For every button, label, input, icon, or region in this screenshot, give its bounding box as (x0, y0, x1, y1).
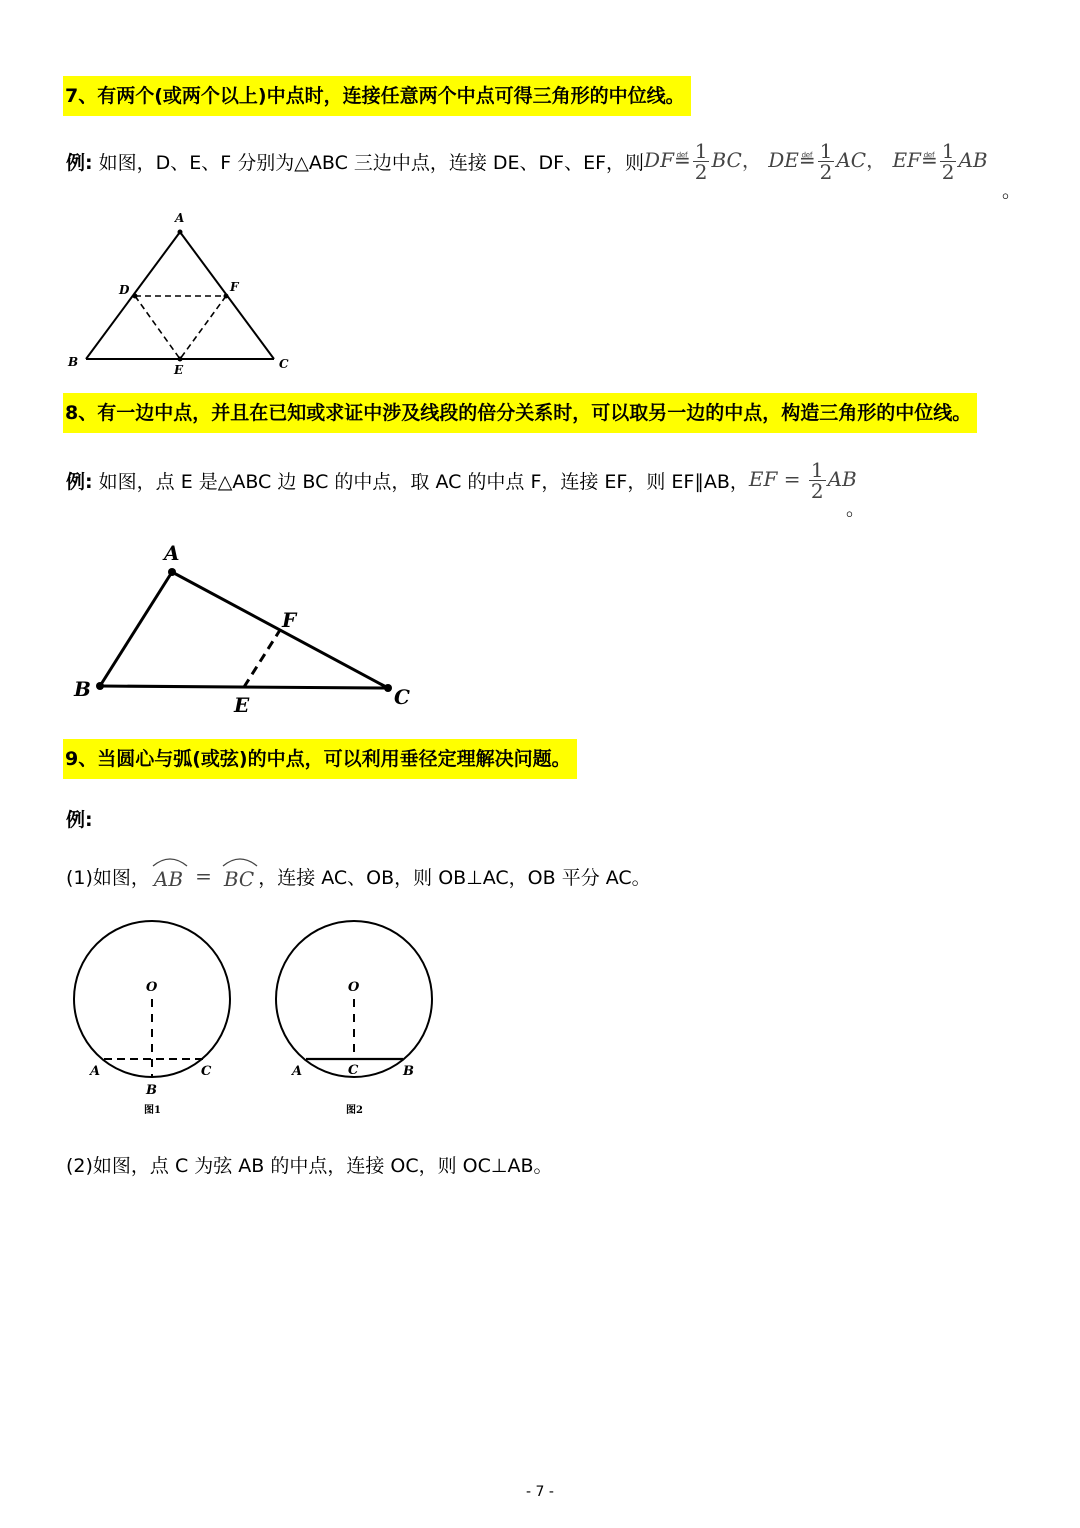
label-f: F (230, 280, 239, 294)
section-9-heading: 9、当圆心与弧(或弦)的中点，可以利用垂径定理解决问题。 (63, 739, 577, 779)
circle-figure-2 (262, 915, 462, 1125)
formula-ef: EF = $\frac{1}{2}$ AB (748, 457, 857, 503)
label-c: C (394, 685, 410, 709)
label-d: D (119, 283, 130, 297)
figure-caption-1: 图1 (144, 1105, 161, 1116)
label-a: A (90, 1064, 101, 1079)
section-9-part1 (66, 858, 651, 894)
triangle-midline-figure (60, 540, 420, 720)
example-label: 例: (66, 809, 93, 831)
label-b: B (68, 355, 79, 369)
label-b: B (403, 1064, 414, 1079)
label-b: B (74, 677, 91, 701)
section-8-heading: 8、有一边中点，并且在已知或求证中涉及线段的倍分关系时，可以取另一边的中点，构造三角形的中位线。 (63, 393, 977, 433)
label-o: O (348, 980, 360, 995)
label-c: C (201, 1064, 212, 1079)
triangle-midpoints-figure (60, 208, 300, 378)
label-a: A (175, 211, 185, 225)
formula-df: DF≝ $\frac{1}{2}$ BC， DE≝ $\frac{1}{2}$ AC， EF≝ $\frac{1}{2}$ AB (644, 138, 988, 184)
end-mark: 。 (846, 498, 866, 520)
label-b: B (146, 1083, 157, 1098)
label-a: A (164, 541, 180, 565)
arc-equation: AB = BC (150, 861, 258, 891)
label-o: O (146, 980, 158, 995)
section-8-example (66, 455, 857, 505)
section-9-part2: (2)如图，点 C 为弦 AB 的中点，连接 OC，则 OC⊥AB。 (66, 1155, 553, 1177)
label-c: C (348, 1063, 359, 1078)
example-text: 如图，点 E 是△ABC 边 BC 的中点，取 AC 的中点 F，连接 EF，则 EF∥AB， (98, 470, 749, 493)
label-e: E (174, 363, 184, 377)
section-7-heading: 7、有两个(或两个以上)中点时，连接任意两个中点可得三角形的中位线。 (63, 76, 691, 116)
end-mark: 。 (1002, 180, 1022, 202)
section-7-example (66, 136, 988, 186)
figure-caption-2: 图2 (346, 1105, 363, 1116)
circle-figure-1 (60, 915, 260, 1125)
example-text: 如图，D、E、F 分别为△ABC 三边中点，连接 DE、DF、EF，则 (98, 151, 645, 174)
page-number: - 7 - (526, 1484, 554, 1500)
part1-suffix: ，连接 AC、OB，则 OB⊥AC，OB 平分 AC。 (258, 866, 651, 889)
example-label: 例: (66, 151, 93, 174)
label-f: F (282, 608, 297, 632)
example-label: 例: (66, 470, 93, 493)
part1-prefix: (1)如图， (66, 866, 150, 889)
label-c: C (279, 357, 289, 371)
label-e: E (234, 693, 250, 717)
label-a: A (292, 1064, 303, 1079)
